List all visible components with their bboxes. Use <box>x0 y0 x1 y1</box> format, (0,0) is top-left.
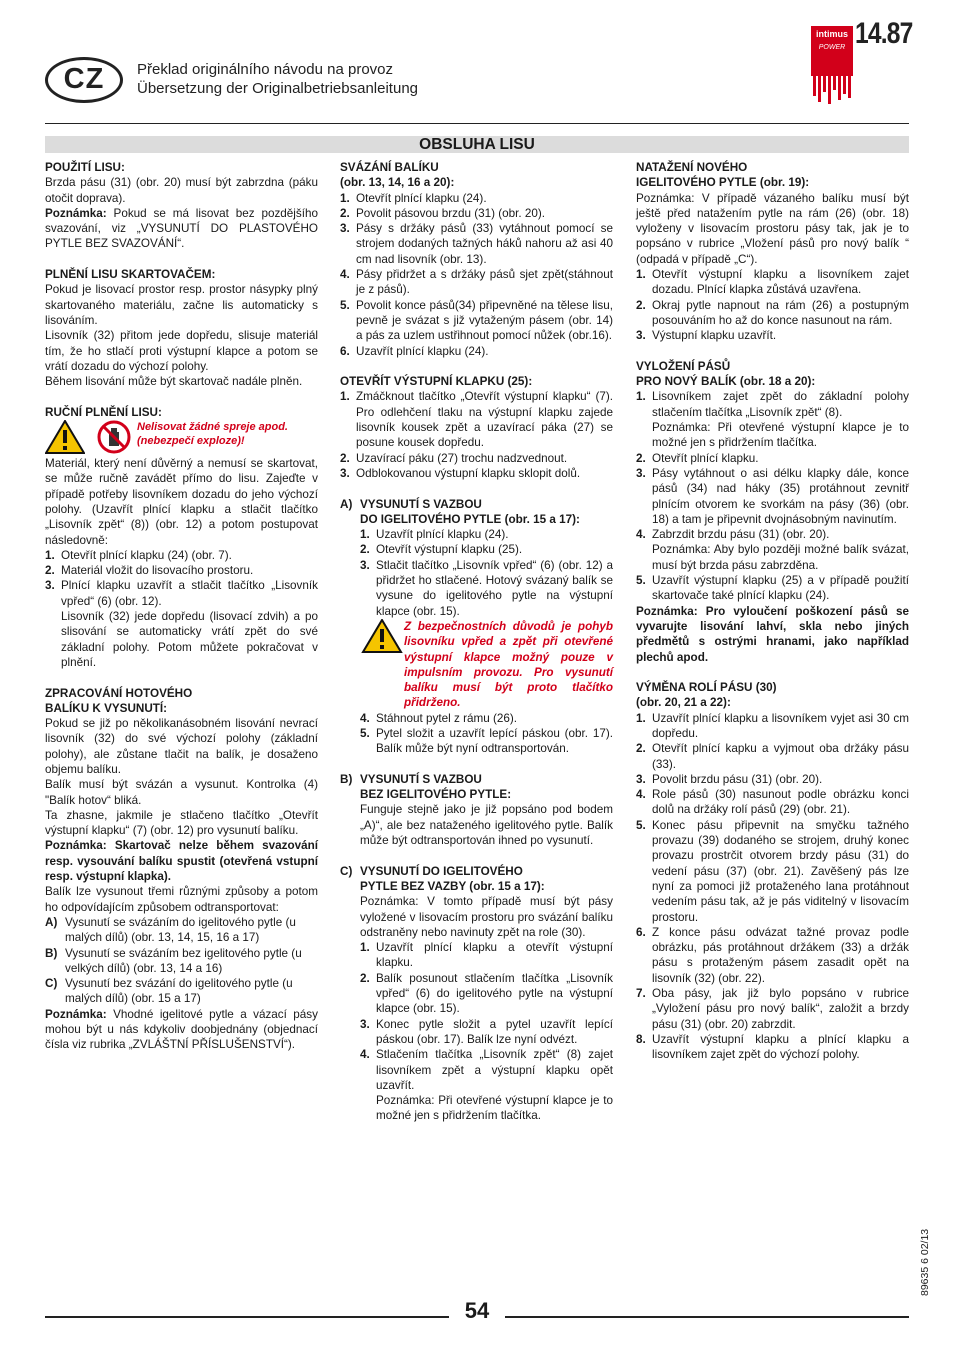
title-cz: Překlad originálního návodu na provoz <box>137 61 394 78</box>
no-spray-icon <box>91 420 137 454</box>
list-item: 4. Zabrzdit brzdu pásu (31) (obr. 20). <box>636 528 830 542</box>
option-c: C) Vysunutí bez svázání do igelitového pytle (u malých dílů) (obr. 15 a 17) <box>45 977 293 1006</box>
list-item: 3. Odblokovanou výstupní klapku sklopit dolů. <box>340 466 581 480</box>
note-bold: Poznámka: Skartovač nelze během svazování resp. vysouvání balíku spustit (otevřená vstupní resp. výstupní klapka). <box>45 839 318 884</box>
paragraph: Brzda pásu (31) (obr. 20) musí být zabrzdna (páku otočit doprava). <box>45 176 318 205</box>
section-title: OBSLUHA LISU <box>45 136 909 153</box>
heading-svazani: SVÁZÁNÍ BALÍKU <box>340 161 439 174</box>
warning-triangle-icon <box>360 619 404 653</box>
heading-c: C) VYSUNUTÍ DO IGELITOVÉHO <box>340 864 523 878</box>
heading-b-2: BEZ IGELITOVÉHO PYTLE: <box>360 788 512 802</box>
heading-zpracovani: ZPRACOVÁNÍ HOTOVÉHO <box>45 686 193 700</box>
header-titles <box>137 60 418 98</box>
list-item: 4. Pásy přidržet a s držáky pásů sjet zpět(stáhnout je z pásů). <box>340 268 613 297</box>
list-item: 2. Materiál vložit do lisovacího prostoru. <box>45 564 254 578</box>
list-item: 1. Uzavřít plnící klapku (24). <box>360 528 509 542</box>
paragraph: Lisovník (32) jede dopředu (lisovací zdvih) a po slisování se automaticky vrátí zpět do své základní polohy. Potom můžete pokračovat v plnění. <box>61 610 318 669</box>
list-item: 3. Povolit brzdu pásu (31) (obr. 20). <box>636 772 823 786</box>
list-item: 6. Z konce pásu odvázat tažné provaz podle obrázku, pás protáhnout držákem (33) a držák pásu s protaženým pásem zasadit opět na lisovník (32) (obr. 22). <box>636 925 909 985</box>
list-item: 1. Lisovníkem zajet zpět do základní polohy stlačením tlačítka „Lisovník zpět“ (8). <box>636 390 909 419</box>
model-number: 14.87 <box>855 17 913 50</box>
title-de: Übersetzung der Originalbetriebsanleitung <box>137 80 419 97</box>
list-item: 4. Role pásů (30) nasunout podle obrázku konci dolů na držáky rolí pásů (29) (obr. 21). <box>636 788 909 817</box>
list-item: 3. Pásy s držáky pásů (33) vytáhnout pomocí se strojem dodaných tažných háků nahoru až asi 40 cm nad lisovník (obr. 13). <box>340 222 613 266</box>
footer-line-left <box>45 1316 449 1318</box>
list-item: 1. Uzavřít plnící klapku a lisovníkem vyjet asi 30 cm dopředu. <box>636 711 909 740</box>
list-item: 8. Uzavřít výstupní klapku a plnící klapku a lisovníkem zajet zpět do výchozí polohy. <box>636 1032 909 1062</box>
heading-c-2: PYTLE BEZ VAZBY (obr. 15 a 17): <box>360 879 545 893</box>
list-item: 2. Otevřít plnící klapku. <box>636 451 759 465</box>
paragraph: Materiál, který není důvěrný a nemusí se skartovat, se může ručně zavádět přímo do lisu. Zajeďte v případě potřeby lisovníkem dozadu do jeho výchozí polohy. (Uzavřít plnící klapku a stlačit tlačítko „Lisovník zpět“ (8)) (obr. 12) a potom postupovat následovně: <box>45 457 318 547</box>
warning-text: Nelisovat žádné spreje apod. (nebezpečí exploze)! <box>137 421 288 448</box>
footer-line-right <box>505 1316 909 1318</box>
language-badge: CZ <box>45 57 123 103</box>
note: Poznámka: Aby bylo později možné balík svázat, musí být brzda pásu zabrzděna. <box>652 543 909 572</box>
intimus-logo <box>811 26 853 106</box>
page-number: 54 <box>464 1298 490 1323</box>
warning-text: Z bezpečnostních důvodů je pohyb lisovníku vpřed a zpět při otevřené výstupní klapce možný pouze v impulsním provozu. Pro vysunutí balíku musí být proto tlačítko přidrženo. <box>404 619 613 710</box>
list-item: 2. Otevřít plnící kapku a vyjmout oba držáky pásu (33). <box>636 742 909 771</box>
list-item: 3. Pásy vytáhnout o asi délku klapky dále, konce pásů (34) nad háky (35) protáhnout zevnitř plnícím otvorem ke svorkám na pásy (36) (obr. 18) a tam je připevnit dvojnásobným navinutím. <box>636 466 909 526</box>
heading-natazeni: NATAŽENÍ NOVÉHO <box>636 161 748 174</box>
option-a: A) Vysunutí se svázáním do igelitového pytle (u malých dílů) (obr. 13, 14, 15, 16 a 17) <box>45 915 296 945</box>
svg-text:POWER: POWER <box>818 44 846 51</box>
list-item: 2. Okraj pytle napnout na rám (26) a postupným posouváním ho až do konce nasunout na rám. <box>636 298 909 327</box>
heading-svazani-2: (obr. 13, 14, 16 a 20): <box>340 176 455 190</box>
note: Poznámka: V případě vázaného balíku musí být ještě před natažením pytle na rám (26) (obr. 18) vyloženy v lisovacím prostoru pásy tak, jak je to popsáno v rubrice „Vložení pásů pro nový balík “ (odpadá v případě „C“). <box>636 191 909 266</box>
list-item: 2. Uzavírací páku (27) trochu nadzvednout. <box>340 451 568 465</box>
list-item: 4. Stáhnout pytel z rámu (26). <box>360 711 517 725</box>
option-b: B) Vysunutí se svázáním bez igelitového pytle (u velkých dílů) (obr. 13, 14 a 16) <box>45 946 302 975</box>
list-item: 1. Otevřít výstupní klapku a lisovníkem zajet dozadu. Plnící klapka zůstává uzavřena. <box>636 268 909 297</box>
list-item: 5. Pytel složit a uzavřít lepící páskou (obr. 17). Balík může být nyní odtransportován. <box>360 726 613 756</box>
heading-vylozeni-2: PRO NOVÝ BALÍK (obr. 18 a 20): <box>636 375 816 389</box>
list-item: 1. Uzavřít plnící klapku a otevřít výstupní klapku. <box>360 941 613 970</box>
list-item: 2. Balík posunout stlačením tlačítka „Lisovník vpřed“ (6) do igelitového pytle na výstupní klapce (obr. 15). <box>360 971 613 1016</box>
warning-row <box>340 619 613 711</box>
list-item: 5. Konec pásu připevnit na smyčku tažného provazu (39) dodaného se strojem, druhý konec provazu prostrčit otvorem brzdy pásu (31) do vedení pásu (37) (obr. 21). Zavěšený pás lze nyní za pomoci již protaženého lana protáhnout vedením pásu tak, až je pás viditelný v lisovacím prostoru. <box>636 818 909 924</box>
list-item: 1. Otevřít plnící klapku (24). <box>340 191 487 205</box>
column-1 <box>45 160 318 1053</box>
paragraph: Ta zhasne, jakmile je stlačeno tlačítko „Otevřít výstupní klapku“ (7) (obr. 12) pro vysunutí balíku. <box>45 808 318 838</box>
paragraph: Balík lze vysunout třemi různými způsoby a potom ho odpovídajícím způsobem odtransportovat: <box>45 885 318 914</box>
heading-a: A) VYSUNUTÍ S VAZBOU <box>340 497 482 511</box>
heading-vymena: VÝMĚNA ROLÍ PÁSU (30) <box>636 681 777 695</box>
paragraph: Pokud je lisovací prostor resp. prostor násypky plný skartovaného materiálu, začne lis automaticky s lisováním. <box>45 283 318 327</box>
warning-triangle-icon <box>45 420 85 454</box>
note: Poznámka: Při otevřené výstupní klapce je to možné jen s přidržením tlačítka. <box>376 1094 613 1123</box>
heading-rucni: RUČNÍ PLNĚNÍ LISU: <box>45 405 162 419</box>
heading-natazeni-2: IGELITOVÉHO PYTLE (obr. 19): <box>636 176 810 190</box>
heading-otevrit: OTEVŘÍT VÝSTUPNÍ KLAPKU (25): <box>340 375 533 389</box>
paragraph: Během lisování může být skartovač nadále plněn. <box>45 375 303 389</box>
list-item: 3. Výstupní klapku uzavřít. <box>636 329 777 343</box>
header-divider <box>45 123 909 124</box>
note: Poznámka: Při otevřené výstupní klapce je to možné jen s přidržením tlačítka. <box>652 421 909 450</box>
list-item: 1. Zmáčknout tlačítko „Otevřít výstupní klapku“ (7). Pro odlehčení tlaku na výstupní klapku zajede lisovník kousek zpět a uzavírací páka (27) se posune kousek dopředu. <box>340 390 613 450</box>
column-3 <box>636 160 909 1063</box>
list-item: 3. Plnící klapku uzavřít a stlačit tlačítko „Lisovník vpřed“ (6) (obr. 12). <box>45 579 318 608</box>
list-item: 7. Oba pásy, jak již bylo popsáno v rubrice „Vyložení pásu pro nový balík“, založit a brzdy pásu (31) (obr. 20) zabrzdit. <box>636 987 909 1031</box>
paragraph: Funguje stejně jako je již popsáno pod bodem „A)“, ale bez nataženého igelitového pytle. Balík může být odtransportován ihned po vysunutí. <box>360 803 613 848</box>
list-item: 5. Uzavřít výstupní klapku (25) a v případě použití skartovače také plnící klapku (24). <box>636 574 909 603</box>
heading-b: B) VYSUNUTÍ S VAZBOU <box>340 772 482 786</box>
list-item: 4. Stlačením tlačítka „Lisovník zpět“ (8) zajet lisovníkem zpět a výstupní klapku opět uzavřít. <box>360 1048 613 1092</box>
version-code: 89635 6 02/13 <box>919 1228 931 1296</box>
list-item: 3. Stlačit tlačítko „Lisovník vpřed“ (6) (obr. 12) a přidržet ho stlačené. Hotový svázaný balík se vysune do igelitového pytle na výstupní klapce (obr. 15). <box>360 558 613 618</box>
note: Poznámka: Vhodné igelitové pytle a vázací pásy mohou být u nás kdykoliv doobjednány (objednací čísla viz rubrika „ZVLÁŠTNÍ PŘÍSLUŠENSTVÍ“). <box>45 1007 318 1052</box>
column-2 <box>340 160 613 1124</box>
svg-text:intimus: intimus <box>815 29 849 39</box>
list-item: 5. Povolit konce pásů(34) připevněné na tělese lisu, pevně je svázat s již vytaženým pásem (obr. 14) a pás za uzlem ustřihnout pomocí nůžek (obr.16). <box>340 298 613 343</box>
heading-plneni: PLNĚNÍ LISU SKARTOVAČEM: <box>45 268 216 282</box>
heading-vymena-2: (obr. 20, 21 a 22): <box>636 696 731 710</box>
paragraph: Lisovník (32) přitom jede dopředu, slisuje materiál tím, že ho stlačí proti výstupní klapce a potom se vrátí dozadu do výchozí polohy. <box>45 329 318 373</box>
note: Poznámka: Pokud se má lisovat bez pozdějšího svazování, viz „VYSUNUTÍ DO PLASTOVÉHO PYTLE BEZ SVAZOVÁNÍ“. <box>45 206 318 251</box>
heading-a-2: DO IGELITOVÉHO PYTLE (obr. 15 a 17): <box>360 512 580 526</box>
list-item: 6. Uzavřít plnící klapku (24). <box>340 344 489 358</box>
list-item: 1. Otevřít plnící klapku (24) (obr. 7). <box>45 548 232 562</box>
list-item: 2. Povolit pásovou brzdu (31) (obr. 20). <box>340 206 546 220</box>
paragraph: Balík musí být svázán a vysunut. Kontrolka (4) "Balík hotov“ bliká. <box>45 778 318 807</box>
warning-row <box>45 420 318 456</box>
note-bold: Poznámka: Pro vyloučení poškození pásů se vyvarujte lisování lahví, skla nebo jiných předmětů s ostrými hranami, jako například plechů apod. <box>636 604 909 664</box>
list-item: 2. Otevřít výstupní klapku (25). <box>360 543 523 557</box>
heading-vylozeni: VYLOŽENÍ PÁSŮ <box>636 359 731 373</box>
list-item: 3. Konec pytle složit a pytel uzavřít lepící páskou (obr. 17). Balík lze nyní odvézt. <box>360 1017 613 1046</box>
heading-zpracovani-2: BALÍKU K VYSUNUTÍ: <box>45 701 168 715</box>
note: Poznámka: V tomto případě musí být pásy vyložené v lisovacím prostoru pro svázání balíku odstraněny nebo navinuty zpět na role (30). <box>360 895 613 939</box>
paragraph: Pokud se již po několikanásobném lisování nevrací lisovník (32) do své výchozí polohy (základní polohy), ale zůstane tlačit na balík, je dosaženo objemu balíku. <box>45 717 318 776</box>
heading-pouziti: POUŽITÍ LISU: <box>45 161 125 174</box>
